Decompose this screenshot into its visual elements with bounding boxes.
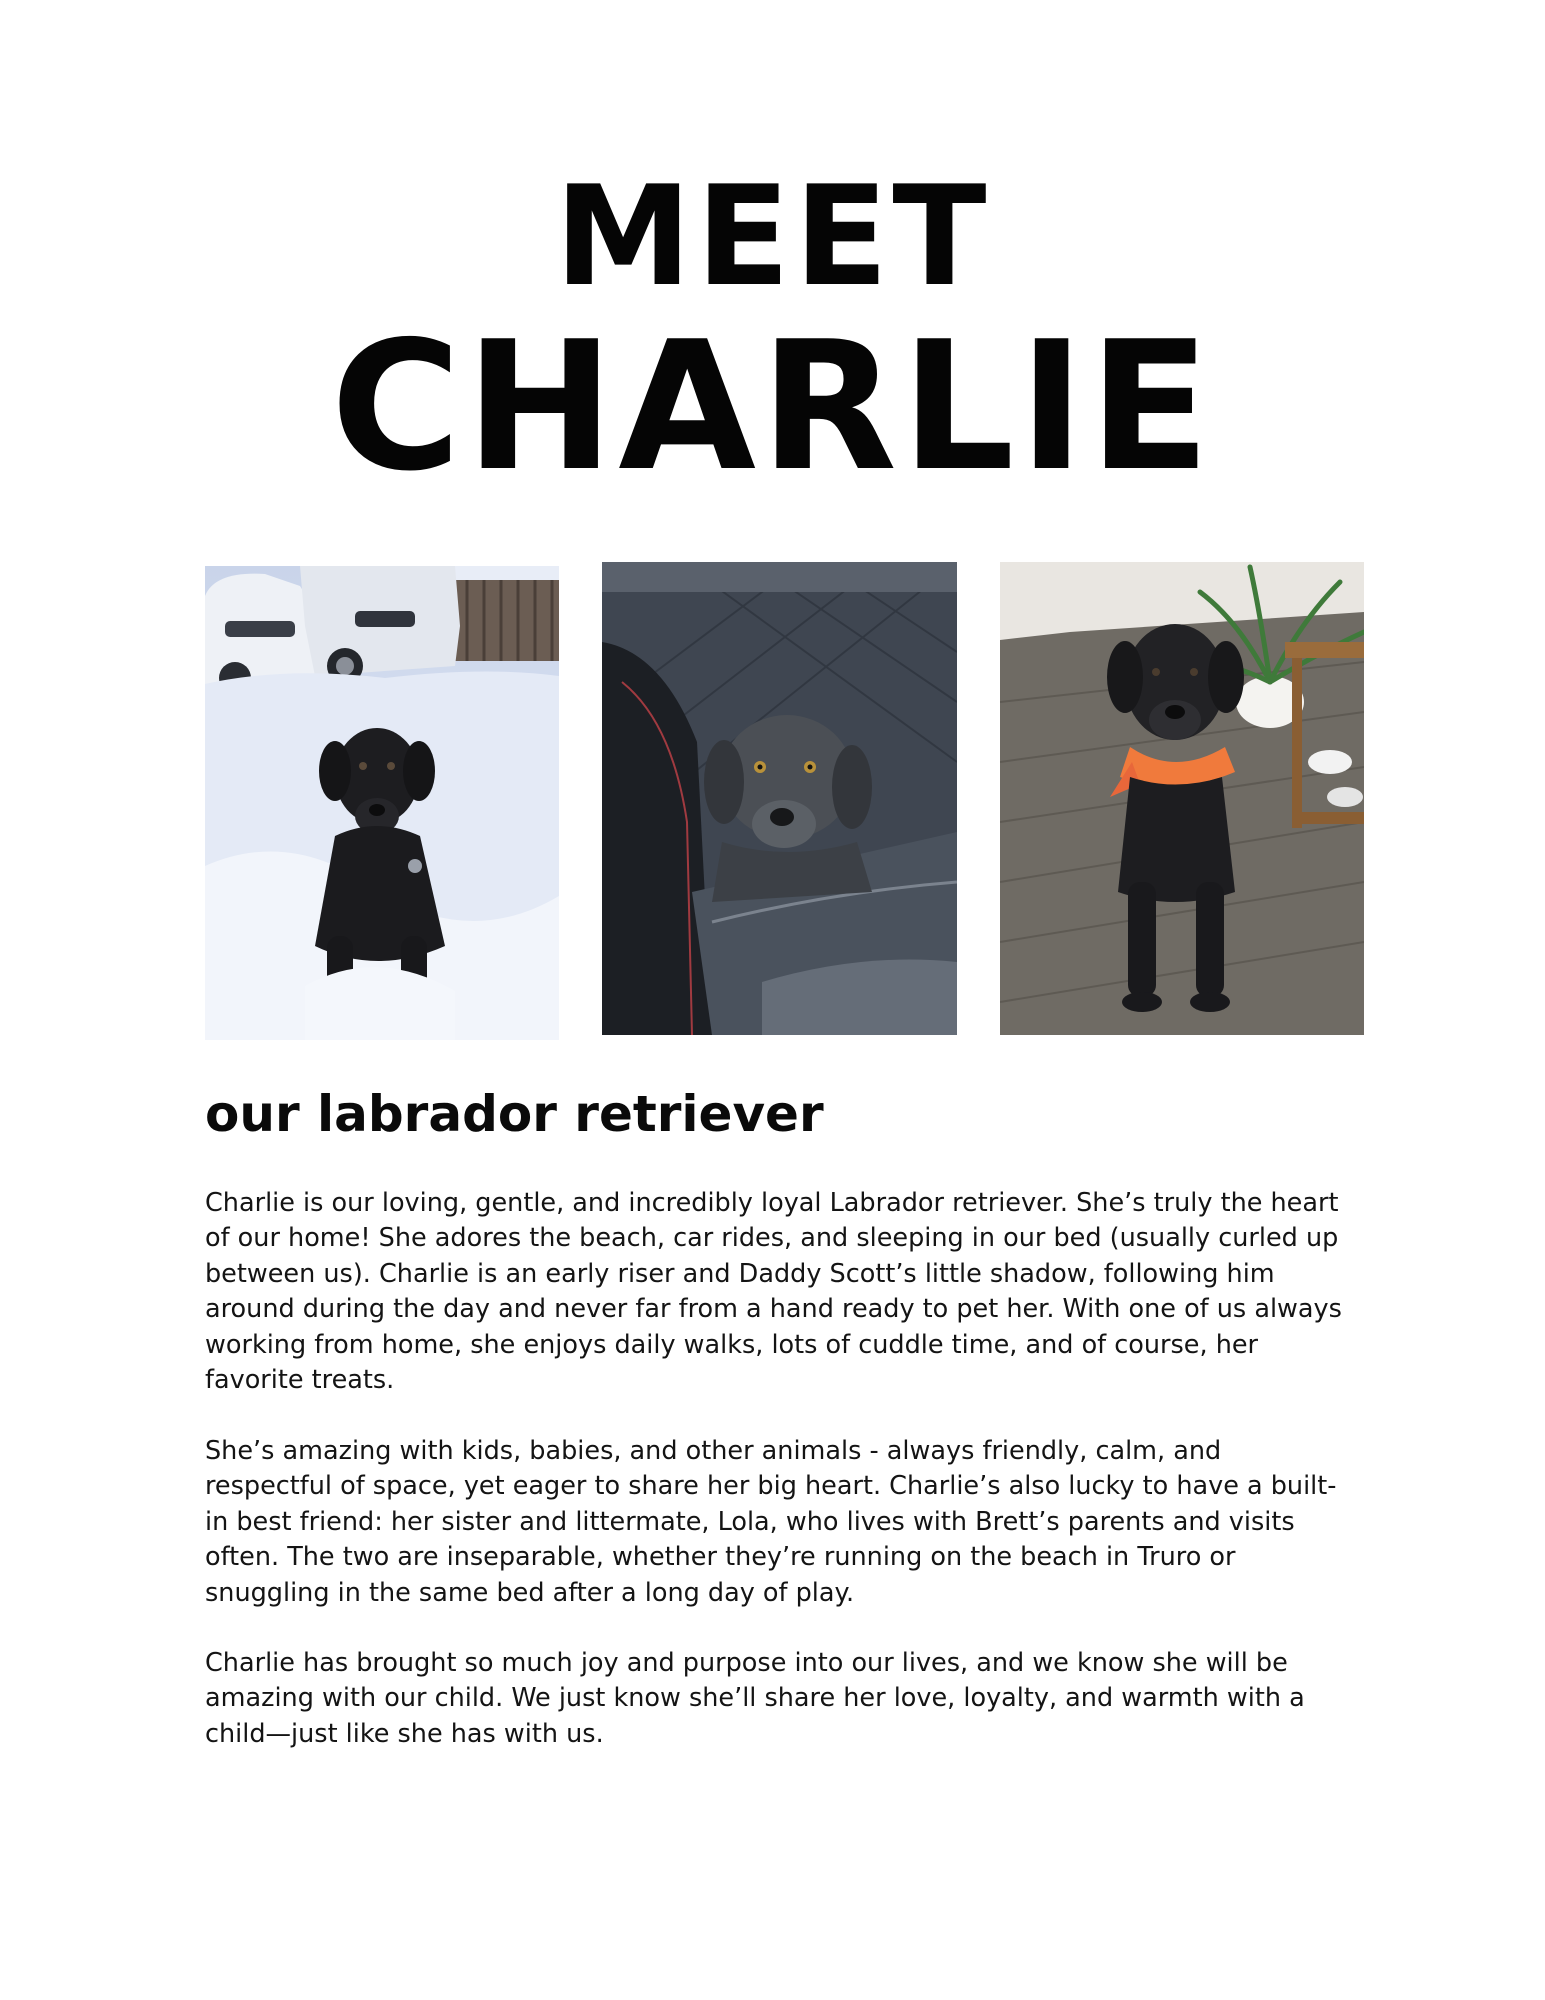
- photo-dog-in-car: [602, 562, 957, 1035]
- photo-dog-on-floor: [1000, 562, 1364, 1035]
- photo-dog-in-snow: [205, 566, 559, 1040]
- paragraph-2: She’s amazing with kids, babies, and other animals - always friendly, calm, and respectful of space, yet eager to share her big heart. Charlie’s also lucky to have a built-in best friend: her sister and littermate, Lola, who lives with Brett’s parents and visits often. The two are inseparable, whether they’re running on the beach in Truro or snuggling in the same bed after a long day of play.: [205, 1436, 1337, 1608]
- section-subheading: our labrador retriever: [205, 1085, 824, 1143]
- title-charlie: CHARLIE: [330, 303, 1215, 510]
- paragraph-1: Charlie is our loving, gentle, and incredibly loyal Labrador retriever. She’s truly the heart of our home! She adores the beach, car rides, and sleeping in our bed (usually curled up between us). Charlie is an early riser and Daddy Scott’s little shadow, following him around during the day and never far from a hand ready to pet her. With one of us always working from home, she enjoys daily walks, lots of cuddle time, and of course, her favorite treats.: [205, 1188, 1342, 1396]
- title-meet: MEET: [554, 156, 991, 317]
- paragraph-3: Charlie has brought so much joy and purpose into our lives, and we know she will be amazing with our child. We just know she’ll share her love, loyalty, and warmth with a child—just like she has with us.: [205, 1648, 1305, 1749]
